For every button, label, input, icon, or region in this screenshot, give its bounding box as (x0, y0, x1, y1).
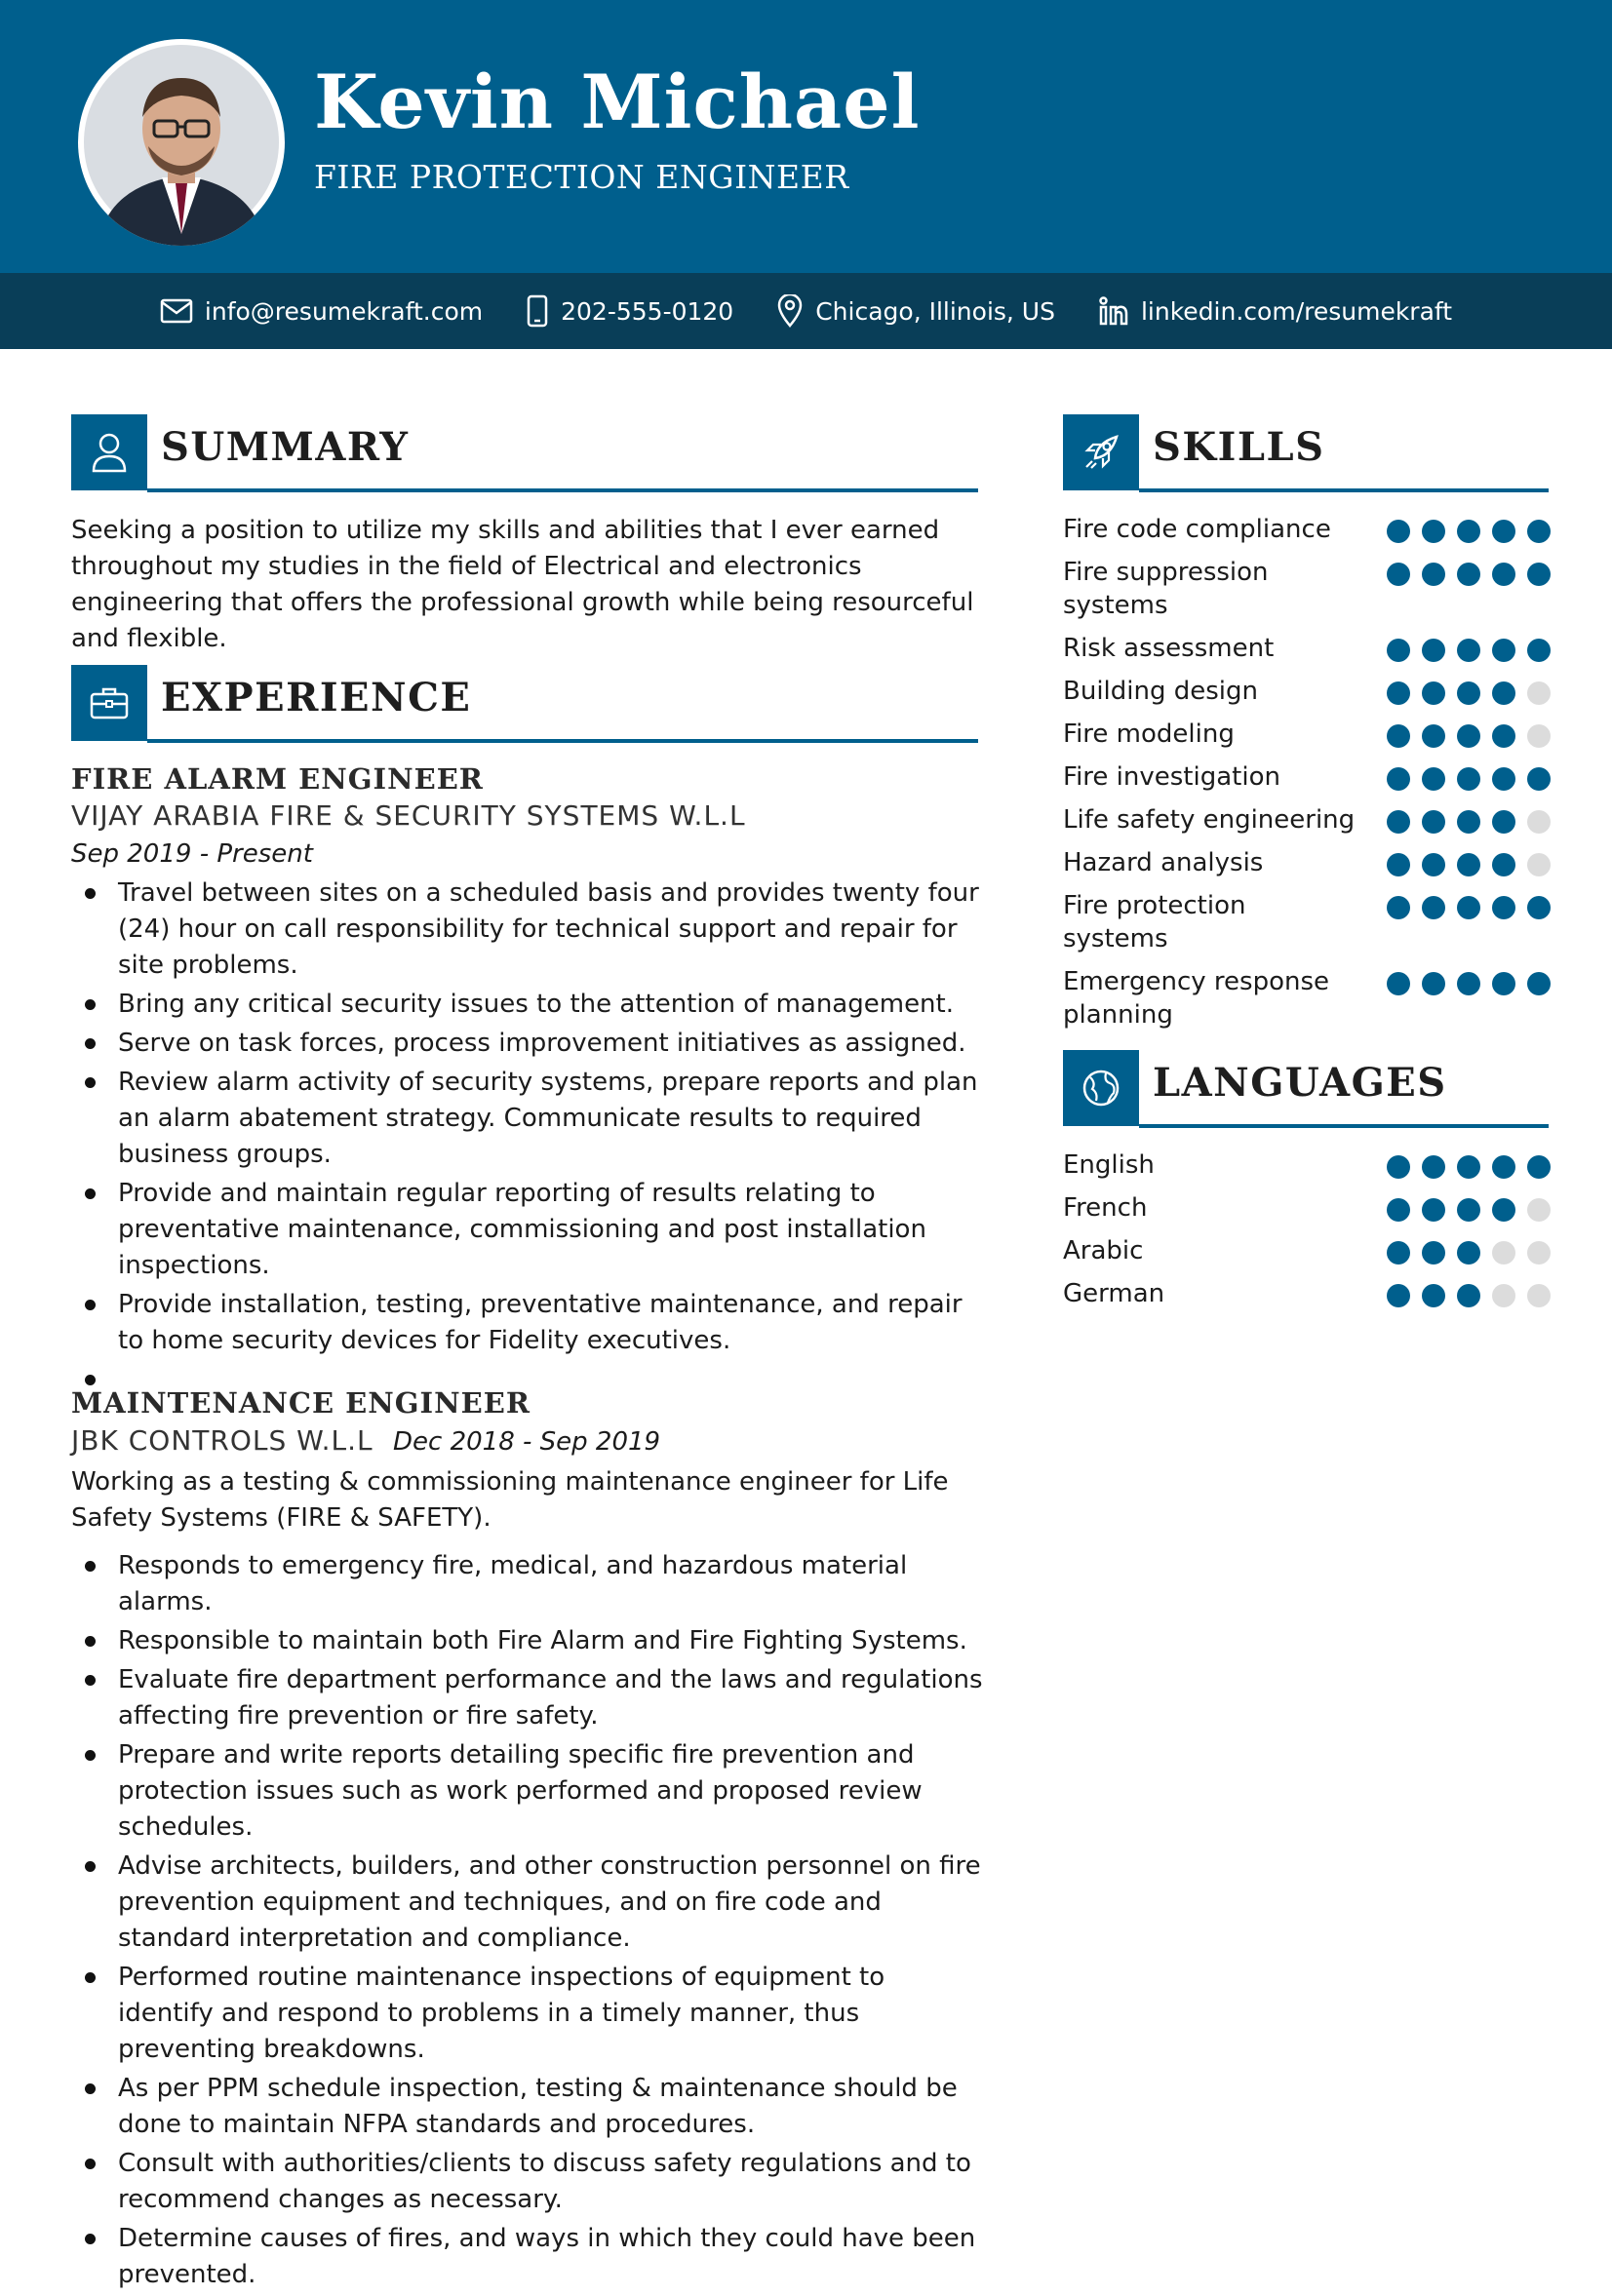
rating-dot-filled (1422, 767, 1445, 791)
rating-dot-filled (1492, 1155, 1515, 1179)
rating-dot-filled (1527, 639, 1551, 662)
rating-dot-filled (1387, 520, 1410, 543)
linkedin-icon (1098, 295, 1129, 327)
rating-dot-filled (1457, 681, 1480, 705)
skills-list (1063, 513, 1551, 1041)
job-bullets (71, 876, 988, 1401)
candidate-title: FIRE PROTECTION ENGINEER (314, 158, 849, 196)
skills-heading: SKILLS (1153, 424, 1325, 470)
skill-item-rating (1387, 760, 1551, 791)
rating-dot-filled (1422, 724, 1445, 748)
skill-item (1063, 718, 1551, 751)
skill-item-label: Fire modeling (1063, 720, 1235, 749)
rating-dot-filled (1457, 1284, 1480, 1307)
rating-dot-empty (1527, 681, 1551, 705)
rating-dot-filled (1422, 520, 1445, 543)
job-bullets (71, 1548, 988, 2296)
rating-dot-filled (1422, 1198, 1445, 1222)
contact-bar (0, 273, 1612, 349)
rating-dot-filled (1527, 896, 1551, 919)
languages-heading: LANGUAGES (1153, 1060, 1447, 1106)
list-item: As per PPM schedule inspection, testing & maintenance should be done to maintain NFPA standards and procedures. (71, 2071, 988, 2143)
user-icon (71, 414, 147, 490)
skill-item-label: Emergency response planning (1063, 967, 1329, 1030)
rating-dot-filled (1387, 1284, 1410, 1307)
contact-location-text: Chicago, Illinois, US (815, 296, 1055, 326)
profile-photo (78, 39, 285, 246)
languages-section-header (1063, 1050, 1551, 1128)
contact-phone[interactable] (526, 294, 733, 328)
list-item: Review alarm activity of security systems, prepare reports and plan an alarm abatement strategy. Communicate results to required business groups. (71, 1065, 988, 1173)
skill-item-label: Fire protection systems (1063, 891, 1246, 953)
skill-item-rating (1387, 513, 1551, 543)
list-item: Prepare and write reports detailing specific fire prevention and protection issues such as work performed and proposed review schedules. (71, 1737, 988, 1846)
skill-item-label: Life safety engineering (1063, 805, 1356, 835)
skill-item (1063, 965, 1551, 1031)
list-item: Determine causes of fires, and ways in which they could have been prevented. (71, 2221, 988, 2293)
skill-item-label: Fire code compliance (1063, 515, 1331, 544)
rating-dot-filled (1492, 681, 1515, 705)
resume-header (0, 0, 1612, 273)
mail-icon (160, 298, 193, 324)
rating-dot-filled (1387, 1155, 1410, 1179)
skill-item-rating (1387, 675, 1551, 705)
rating-dot-filled (1457, 896, 1480, 919)
language-item (1063, 1191, 1551, 1225)
language-item-label: French (1063, 1193, 1148, 1223)
rating-dot-filled (1492, 810, 1515, 834)
language-item-label: German (1063, 1279, 1165, 1308)
list-item: Advise architects, builders, and other construction personnel on fire prevention equipment and techniques, and on fire code and standard interpretation and compliance. (71, 1848, 988, 1957)
skill-item (1063, 889, 1551, 955)
rating-dot-filled (1422, 896, 1445, 919)
rating-dot-empty (1527, 1241, 1551, 1265)
skill-item-rating (1387, 632, 1551, 662)
rating-dot-filled (1527, 563, 1551, 586)
list-item: Evaluate fire department performance and the laws and regulations affecting fire prevention or fire safety. (71, 1662, 988, 1734)
language-item (1063, 1277, 1551, 1310)
job-dates: Sep 2019 - Present (71, 839, 313, 869)
rating-dot-filled (1387, 681, 1410, 705)
rating-dot-filled (1457, 1198, 1480, 1222)
rating-dot-filled (1527, 767, 1551, 791)
list-item: Responds to emergency fire, medical, and hazardous material alarms. (71, 1548, 988, 1620)
globe-icon (1063, 1050, 1139, 1126)
rating-dot-filled (1492, 853, 1515, 876)
rating-dot-filled (1422, 1155, 1445, 1179)
rating-dot-empty (1527, 1198, 1551, 1222)
job-company: VIJAY ARABIA FIRE & SECURITY SYSTEMS W.L.L (71, 799, 746, 832)
rating-dot-filled (1422, 972, 1445, 995)
contact-location (776, 294, 1055, 328)
rating-dot-filled (1492, 767, 1515, 791)
rating-dot-filled (1422, 810, 1445, 834)
language-item-rating (1387, 1277, 1551, 1307)
rating-dot-filled (1387, 896, 1410, 919)
skill-item-rating (1387, 556, 1551, 586)
map-pin-icon (776, 294, 804, 328)
language-item-rating (1387, 1148, 1551, 1179)
language-item-rating (1387, 1234, 1551, 1265)
rating-dot-empty (1527, 724, 1551, 748)
rating-dot-filled (1457, 810, 1480, 834)
rating-dot-filled (1492, 1198, 1515, 1222)
skill-item-label: Risk assessment (1063, 634, 1275, 663)
skill-item (1063, 556, 1551, 622)
list-item: Travel between sites on a scheduled basis and provides twenty four (24) hour on call responsibility for technical support and repair for site problems. (71, 876, 988, 984)
contact-email[interactable] (160, 297, 483, 326)
rating-dot-filled (1422, 1284, 1445, 1307)
language-item (1063, 1148, 1551, 1182)
rating-dot-filled (1422, 563, 1445, 586)
rating-dot-filled (1457, 1241, 1480, 1265)
list-item: Responsible to maintain both Fire Alarm and Fire Fighting Systems. (71, 1623, 988, 1659)
rating-dot-filled (1527, 1155, 1551, 1179)
rating-dot-filled (1457, 520, 1480, 543)
rating-dot-empty (1527, 853, 1551, 876)
rating-dot-filled (1387, 639, 1410, 662)
skills-section-header (1063, 414, 1551, 492)
summary-text: Seeking a position to utilize my skills and abilities that I ever earned throughout my studies in the field of Electrical and electronics engineering that offers the professional growth while being resourceful and flexible. (71, 516, 974, 653)
job-title: FIRE ALARM ENGINEER (71, 762, 484, 796)
language-item-rating (1387, 1191, 1551, 1222)
skill-item (1063, 760, 1551, 794)
rating-dot-filled (1422, 853, 1445, 876)
skill-item (1063, 846, 1551, 879)
rating-dot-filled (1492, 724, 1515, 748)
rating-dot-filled (1387, 1198, 1410, 1222)
languages-list (1063, 1148, 1551, 1320)
rating-dot-filled (1527, 972, 1551, 995)
job-company: JBK CONTROLS W.L.L (71, 1424, 374, 1457)
rating-dot-empty (1527, 1284, 1551, 1307)
skill-item-rating (1387, 803, 1551, 834)
language-item-label: English (1063, 1150, 1155, 1180)
language-item (1063, 1234, 1551, 1267)
skill-item (1063, 632, 1551, 665)
experience-heading: EXPERIENCE (161, 675, 472, 720)
list-item: Consult with authorities/clients to discuss safety regulations and to recommend changes as necessary. (71, 2146, 988, 2218)
rating-dot-filled (1457, 972, 1480, 995)
skill-item-rating (1387, 718, 1551, 748)
rating-dot-filled (1457, 724, 1480, 748)
rating-dot-filled (1387, 972, 1410, 995)
skill-item-label: Fire suppression systems (1063, 558, 1269, 620)
rating-dot-filled (1492, 563, 1515, 586)
experience-section-header (71, 665, 978, 743)
summary-section-header (71, 414, 978, 492)
skill-item-rating (1387, 965, 1551, 995)
rating-dot-filled (1387, 853, 1410, 876)
rating-dot-filled (1387, 810, 1410, 834)
candidate-name: Kevin Michael (314, 58, 921, 145)
rating-dot-empty (1492, 1284, 1515, 1307)
skill-item-label: Building design (1063, 677, 1258, 706)
rating-dot-filled (1422, 639, 1445, 662)
rating-dot-filled (1387, 767, 1410, 791)
summary-heading: SUMMARY (161, 424, 410, 470)
rating-dot-filled (1387, 724, 1410, 748)
rating-dot-filled (1457, 563, 1480, 586)
language-item-label: Arabic (1063, 1236, 1144, 1265)
rating-dot-filled (1457, 1155, 1480, 1179)
rating-dot-filled (1492, 972, 1515, 995)
list-item: Bring any critical security issues to the attention of management. (71, 987, 988, 1023)
list-item: Provide and maintain regular reporting of results relating to preventative maintenance, commissioning and post installation inspections. (71, 1176, 988, 1284)
job-title: MAINTENANCE ENGINEER (71, 1386, 531, 1420)
job-description: Working as a testing & commissioning maintenance engineer for Life Safety Systems (FIRE & SAFETY). (71, 1467, 949, 1533)
contact-linkedin[interactable] (1098, 295, 1452, 327)
rating-dot-filled (1492, 896, 1515, 919)
contact-linkedin-text: linkedin.com/resumekraft (1140, 296, 1453, 326)
rating-dot-filled (1457, 639, 1480, 662)
rating-dot-filled (1492, 639, 1515, 662)
rating-dot-filled (1422, 681, 1445, 705)
rocket-icon (1063, 414, 1139, 490)
rating-dot-empty (1492, 1241, 1515, 1265)
rating-dot-filled (1457, 767, 1480, 791)
skill-item (1063, 803, 1551, 837)
rating-dot-filled (1387, 563, 1410, 586)
rating-dot-filled (1527, 520, 1551, 543)
list-item: Serve on task forces, process improvement initiatives as assigned. (71, 1026, 988, 1062)
skill-item (1063, 675, 1551, 708)
rating-dot-filled (1387, 1241, 1410, 1265)
briefcase-icon (71, 665, 147, 741)
list-item: Performed routine maintenance inspections of equipment to identify and respond to problems in a timely manner, thus preventing breakdowns. (71, 1960, 988, 2068)
rating-dot-empty (1527, 810, 1551, 834)
rating-dot-filled (1457, 853, 1480, 876)
list-item: Provide installation, testing, preventative maintenance, and repair to home security devices for Fidelity executives. (71, 1287, 988, 1359)
skill-item-rating (1387, 889, 1551, 919)
skill-item-label: Fire investigation (1063, 762, 1280, 792)
phone-icon (526, 294, 549, 328)
rating-dot-filled (1492, 520, 1515, 543)
rating-dot-filled (1422, 1241, 1445, 1265)
job-dates: Dec 2018 - Sep 2019 (393, 1427, 661, 1457)
contact-phone-text: 202-555-0120 (561, 296, 734, 326)
skill-item-label: Hazard analysis (1063, 848, 1264, 877)
contact-email-text: info@resumekraft.com (204, 296, 484, 326)
skill-item-rating (1387, 846, 1551, 876)
skill-item (1063, 513, 1551, 546)
